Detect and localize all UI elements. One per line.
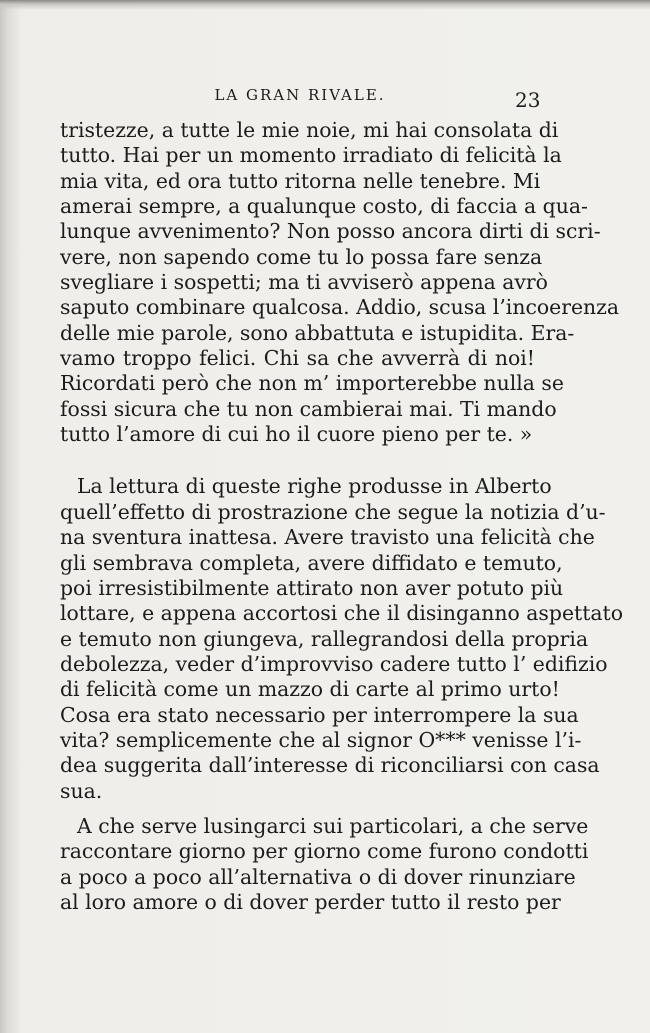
text-line: fossi sicura che tu non cambierai mai. Ti mando (60, 396, 557, 421)
text-line: vamo troppo felici. Chi sa che avverrà di noi! (60, 346, 535, 371)
text-line: mia vita, ed ora tutto ritorna nelle tenebre. Mi (60, 168, 541, 193)
page-top-edge (0, 0, 650, 10)
page-number: 23 (515, 88, 541, 112)
running-title: LA GRAN RIVALE. (214, 86, 386, 104)
text-line: tutto l’amore di cui ho il cuore pieno per te. » (60, 422, 533, 447)
text-line: sua. (60, 778, 103, 803)
text-line: al loro amore o di dover perder tutto il resto per (60, 889, 561, 914)
body-text (60, 118, 624, 915)
text-line: La lettura di queste righe produsse in Alberto (77, 474, 552, 499)
text-line: na sventura inattesa. Avere travisto una felicità che (60, 525, 595, 550)
text-line: debolezza, veder d’improvviso cadere tutto l’ edifizio (60, 651, 608, 676)
text-line: gli sembrava completa, avere diffidato e temuto, (60, 550, 563, 575)
text-line: A che serve lusingarci sui particolari, a che serve (77, 813, 589, 838)
text-line: vere, non sapendo come tu lo possa fare senza (60, 244, 543, 269)
text-line: lunque avvenimento? Non posso ancora dirti di scri- (60, 219, 601, 244)
paragraph-gap (60, 804, 535, 814)
text-line: quell’effetto di prostrazione che segue la notizia d’u- (60, 499, 606, 524)
text-line: saputo combinare qualcosa. Addio, scusa l’incoerenza (60, 295, 620, 320)
paragraph-a-che-serve (60, 813, 589, 915)
text-line: svegliare i sospetti; ma ti avviserò appena avrò (60, 270, 548, 295)
text-line: tristezze, a tutte le mie noie, mi hai consolata di (60, 118, 559, 142)
text-line: Cosa era stato necessario per interrompere la sua (60, 702, 579, 727)
text-line: raccontare giorno per giorno come furono condotti (60, 839, 589, 864)
text-line: amerai sempre, a qualunque costo, di faccia a qua- (60, 194, 588, 219)
text-line: di felicità come un mazzo di carte al primo urto! (60, 677, 560, 702)
paragraph-letter-end (60, 118, 620, 447)
text-line: a poco a poco all’alternativa o di dover rinunziare (60, 864, 576, 889)
text-line: poi irresistibilmente attirato non aver potuto più (60, 575, 564, 600)
text-line: delle mie parole, sono abbattuta e istupidita. Era- (60, 320, 575, 345)
text-line: dea suggerita dall’interesse di riconciliarsi con casa (60, 753, 600, 778)
paragraph-gap (60, 447, 535, 474)
text-line: tutto. Hai per un momento irradiato di felicità la (60, 143, 562, 168)
text-line: Ricordati però che non m’ importerebbe nulla se (60, 371, 564, 396)
paragraph-alberto (60, 474, 624, 803)
text-line: e temuto non giungeva, rallegrandosi della propria (60, 626, 589, 651)
text-line: vita? semplicemente che al signor O*** venisse l’i- (60, 727, 582, 752)
text-line: lottare, e appena accortosi che il disinganno aspettato (60, 601, 624, 626)
